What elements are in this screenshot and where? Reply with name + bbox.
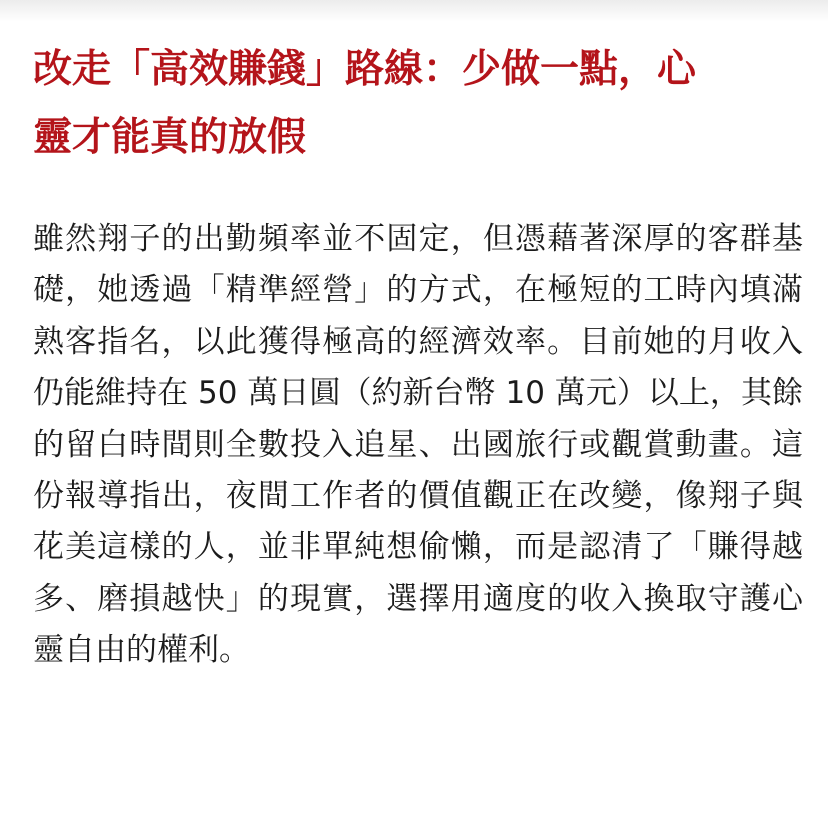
article-headline: 改走「高效賺錢」路線：少做一點，心靈才能真的放假	[33, 47, 697, 160]
top-shadow	[0, 0, 828, 22]
article-paragraph: 雖然翔子的出勤頻率並不固定，但憑藉著深厚的客群基礎，她透過「精準經營」的方式，在極短的工時內填滿熟客指名，以此獲得極高的經濟效率。目前她的月收入仍能維持在 50 萬日圓（約新台幣 10 萬元）以上，其餘的留白時間則全數投入追星、出國旅行或觀賞動畫。這份報導指出，夜間工作者的價值觀正在改變，像翔子與花美這樣的人，並非單純想偷懶，而是認清了「賺得越多、磨損越快」的現實，選擇用適度的收入換取守護心靈自由的權利。	[33, 221, 803, 669]
article	[33, 36, 803, 677]
